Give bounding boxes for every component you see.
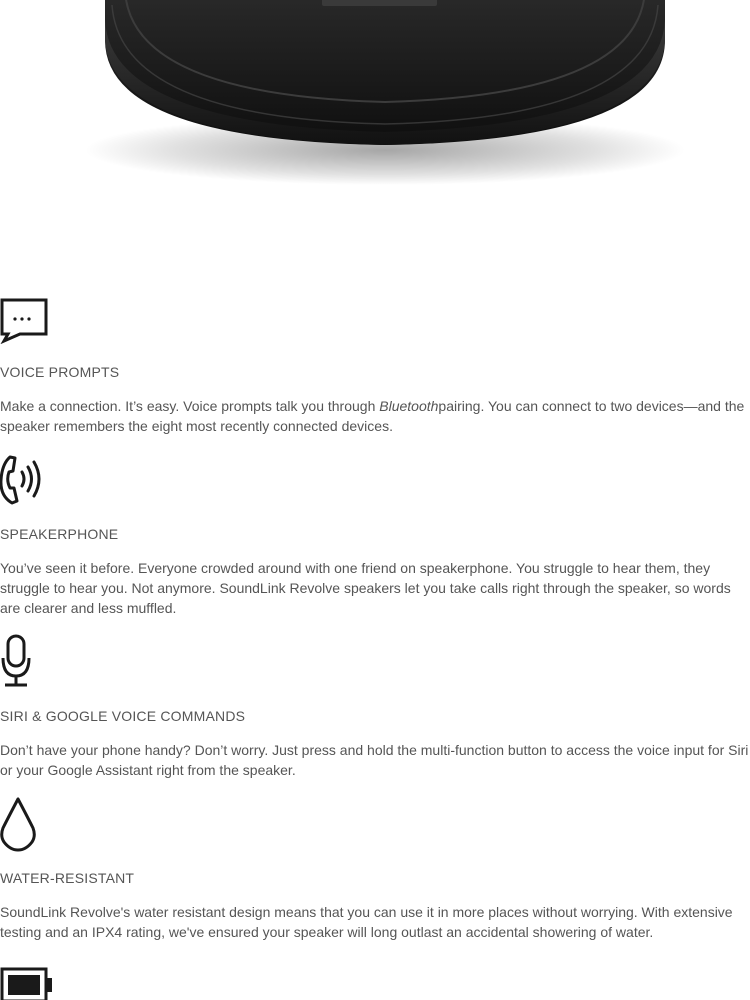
feature-description: Don’t have your phone handy? Don’t worry. Just press and hold the multi-function button to access the voice input for Siri or your Google Assistant right from the speaker. <box>0 742 749 778</box>
battery-icon <box>0 966 56 1000</box>
speaker-image <box>0 0 750 240</box>
feature-description: You’ve seen it before. Everyone crowded around with one friend on speakerphone. You struggle to hear them, they struggle to hear you. Not anymore. SoundLink Revolve speakers let you take calls right through the speaker, so words are clearer and less muffled. <box>0 560 731 616</box>
feature-title: SIRI & GOOGLE VOICE COMMANDS <box>0 708 246 724</box>
speech-bubble-icon <box>0 298 50 344</box>
feature-water-resistant <box>0 796 750 940</box>
feature-battery <box>0 966 750 1000</box>
feature-description: SoundLink Revolve's water resistant design means that you can use it in more places without worrying. With extensive testing and an IPX4 rating, we've ensured your speaker will long outlast an accidental showering of water. <box>0 904 733 940</box>
feature-description: Make a connection. It’s easy. Voice prompts talk you through Bluetoothpairing. You can connect to two devices—and the speaker remembers the eight most recently connected devices. <box>0 398 745 434</box>
feature-voice-prompts <box>0 298 750 434</box>
brand-logo <box>322 0 437 6</box>
feature-title: VOICE PROMPTS <box>0 364 120 380</box>
feature-voice-commands <box>0 634 750 778</box>
phone-speaker-icon <box>0 454 46 506</box>
feature-title: SPEAKERPHONE <box>0 526 119 542</box>
water-drop-icon <box>0 796 40 852</box>
microphone-icon <box>0 634 36 688</box>
feature-speakerphone <box>0 454 750 616</box>
feature-title: WATER-RESISTANT <box>0 870 135 886</box>
